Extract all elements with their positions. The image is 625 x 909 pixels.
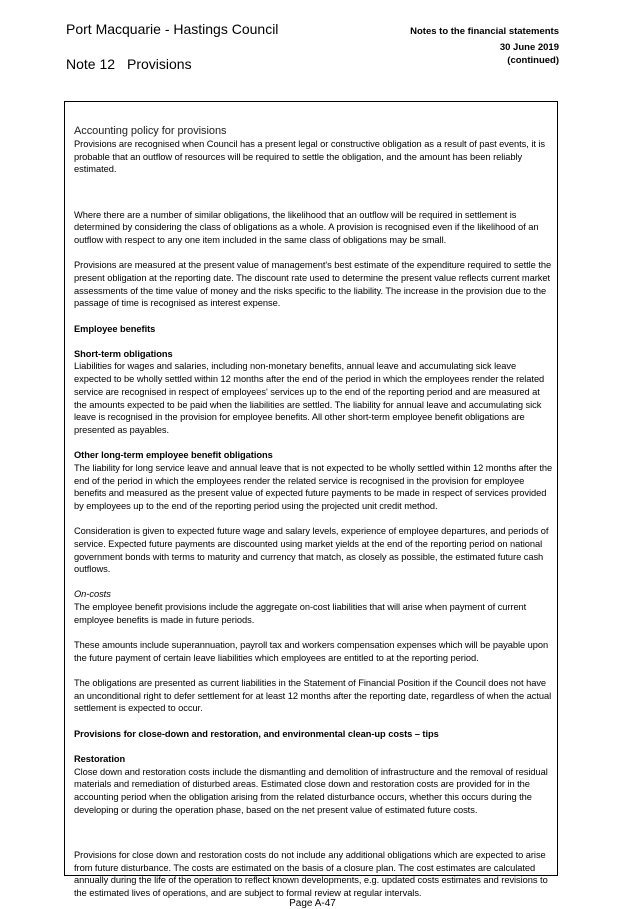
heading-on-costs: On-costs bbox=[74, 589, 111, 600]
paragraph: Where there are a number of similar obligations, the likelihood that an outflow will be required in settlement is determined by considering the class of obligations as a whole. A provision is recognised even if the likelihood of an outflow with respect to any one item included in the same class of obligations may be small. bbox=[74, 209, 539, 246]
paragraph: The employee benefit provisions include the aggregate on-cost liabilities that will arise when payment of current employee benefits is made in future periods. bbox=[74, 602, 527, 625]
paragraph: Provisions are measured at the present value of management's best estimate of the expenditure required to settle the present obligation at the reporting date. The discount rate used to determine the present value reflects current market assessments of the time value of money and the risks specific to the liability. The increase in the provision due to the passage of time is recognised as interest expense. bbox=[74, 260, 552, 309]
heading-short-term: Short-term obligations bbox=[74, 348, 173, 359]
content-box bbox=[64, 101, 558, 898]
note-number: Note 12 bbox=[66, 56, 116, 72]
header-right bbox=[410, 25, 559, 67]
paragraph: Provisions for close down and restoration costs do not include any additional obligations which are expected to arise from future disturbance. The costs are estimated on the basis of a closure plan. The cost estimates are calculated annually during the life of the operation to reflect known developments, e.g. updated costs estimates and revisions to the estimated lives of operations, and are subject to formal review at regular intervals. bbox=[74, 849, 548, 898]
note-heading bbox=[66, 56, 278, 73]
section-name: Notes to the financial statements bbox=[410, 26, 559, 37]
heading-long-term: Other long-term employee benefit obligations bbox=[74, 450, 273, 461]
page-number: Page A-47 bbox=[289, 898, 336, 909]
paragraph: Provisions are recognised when Council has a present legal or constructive obligation as a result of past events, it is probable that an outflow of resources will be required to settle the obligation, and the amount has been reliably estimated. bbox=[74, 139, 546, 175]
heading-employee-benefits: Employee benefits bbox=[74, 323, 156, 334]
paragraph: Liabilities for wages and salaries, including non-monetary benefits, annual leave and accumulating sick leave expected to be wholly settled within 12 months after the end of the period in which the employees render the related service are recognised in respect of employees' services up to the end of the reporting period and are measured at the amounts expected to be paid when the liabilities are settled. The liability for annual leave and accumulating sick leave is recognised in the provision for employee benefits. All other short-term employee benefit obligations are presented as payables. bbox=[74, 361, 545, 435]
statement-date: 30 June 2019 bbox=[499, 42, 559, 53]
header-left bbox=[66, 21, 278, 73]
organisation-name: Port Macquarie - Hastings Council bbox=[66, 21, 279, 37]
section-title: Accounting policy for provisions bbox=[74, 125, 227, 137]
paragraph: Consideration is given to expected future wage and salary levels, experience of employee departures, and periods of service. Expected future payments are discounted using market yields at the end of the reporting period on national government bonds with terms to maturity and currency that match, as closely as possible, the estimated future cash outflows. bbox=[74, 526, 549, 575]
paragraph: The liability for long service leave and annual leave that is not expected to be wholly settled within 12 months after the end of the period in which the employees render the related service is recognised in the provision for employee benefits and measured as the present value of expected future payments to be made in respect of services provided by employees up to the end of the reporting period using the projected unit credit method. bbox=[74, 462, 553, 511]
continued-label: (continued) bbox=[507, 55, 559, 66]
heading-restoration: Restoration bbox=[74, 753, 126, 764]
paragraph: These amounts include superannuation, payroll tax and workers compensation expenses which will be payable upon the future payment of certain leave liabilities which employees are entitled to at the reporting period. bbox=[74, 640, 549, 663]
paragraph: The obligations are presented as current liabilities in the Statement of Financial Position if the Council does not have an unconditional right to defer settlement for at least 12 months after the reporting date, regardless of when the actual settlement is expected to occur. bbox=[74, 678, 552, 714]
heading-close-down: Provisions for close-down and restoration, and environmental clean-up costs – tips bbox=[74, 728, 439, 739]
note-title: Provisions bbox=[127, 56, 192, 72]
paragraph: Close down and restoration costs include the dismantling and demolition of infrastructure and the removal of residual materials and remediation of disturbed areas. Estimated close down and restoration costs are provided for in the accounting period when the obligation arising from the related disturbance occurs, whether this occurs during the developing or during the operation phase, based on the net present value of estimated future costs. bbox=[74, 766, 548, 815]
